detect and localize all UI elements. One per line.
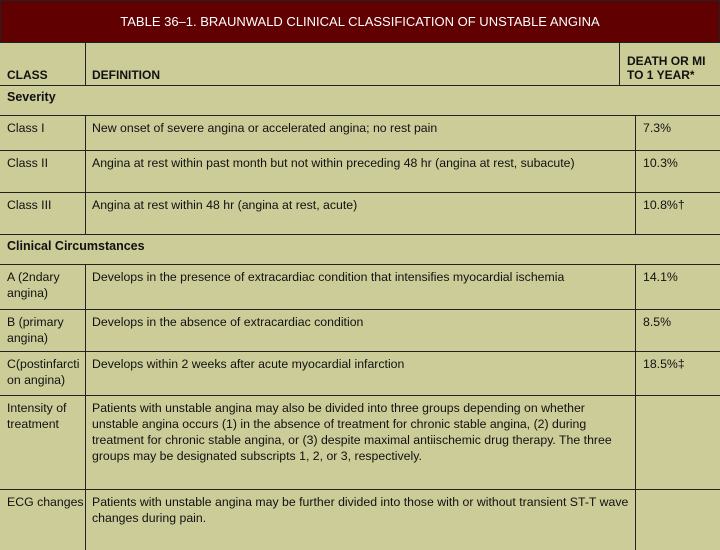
- definition-cell: Angina at rest within past month but not within preceding 48 hr (angina at rest, subacute): [86, 151, 636, 192]
- definition-cell: Develops in the absence of extracardiac condition: [86, 310, 636, 351]
- header-class: CLASS: [0, 43, 86, 85]
- table-row: [0, 151, 720, 193]
- section-severity: Severity: [0, 86, 720, 116]
- definition-cell: Develops within 2 weeks after acute myocardial infarction: [86, 352, 636, 395]
- outcome-cell: 14.1%: [643, 270, 678, 284]
- definition-cell: Patients with unstable angina may be further divided into those with or without transient ST-T wave changes during pain.: [86, 490, 636, 550]
- outcome-cell: 10.8%†: [643, 198, 685, 212]
- table-row: [0, 490, 720, 550]
- definition-cell: Patients with unstable angina may also be divided into three groups depending on whether unstable angina occurs (1) in the absence of treatment for chronic stable angina, (2) during treatment for chronic stable angina, or (3) despite maximal antiischemic drug therapy. The three groups may be designated subscripts 1, 2, or 3, respectively.: [86, 396, 636, 489]
- class-cell: Class II: [0, 151, 86, 192]
- outcome-cell: 7.3%: [643, 121, 672, 135]
- outcome-cell: 18.5%‡: [643, 357, 685, 371]
- class-cell: Intensity of treatment: [0, 396, 86, 489]
- table-row: [0, 396, 720, 490]
- definition-cell: Develops in the presence of extracardiac condition that intensifies myocardial ischemia: [86, 265, 636, 309]
- table-row: [0, 310, 720, 352]
- table-row: [0, 352, 720, 396]
- header-definition: DEFINITION: [86, 43, 620, 85]
- header-row: [0, 43, 720, 86]
- table-row: [0, 116, 720, 151]
- definition-cell: New onset of severe angina or accelerated angina; no rest pain: [86, 116, 636, 150]
- section-clinical-circumstances: Clinical Circumstances: [0, 235, 720, 265]
- class-cell: ECG changes: [0, 490, 86, 550]
- definition-cell: Angina at rest within 48 hr (angina at rest, acute): [86, 193, 636, 234]
- class-cell: Class III: [0, 193, 86, 234]
- outcome-cell: 10.3%: [643, 156, 678, 170]
- table-row: [0, 193, 720, 235]
- class-cell: B (primary angina): [0, 310, 86, 351]
- outcome-cell: 8.5%: [643, 315, 672, 329]
- header-outcome: DEATH OR MI TO 1 YEAR*: [627, 54, 706, 82]
- table-title: TABLE 36–1. BRAUNWALD CLINICAL CLASSIFICATION OF UNSTABLE ANGINA: [0, 0, 720, 43]
- table-row: [0, 265, 720, 310]
- class-cell: Class I: [0, 116, 86, 150]
- outcome-cell: [636, 396, 720, 489]
- class-cell: A (2ndary angina): [0, 265, 86, 309]
- class-cell: C(postinfarction angina): [0, 352, 86, 395]
- outcome-cell: [636, 490, 720, 550]
